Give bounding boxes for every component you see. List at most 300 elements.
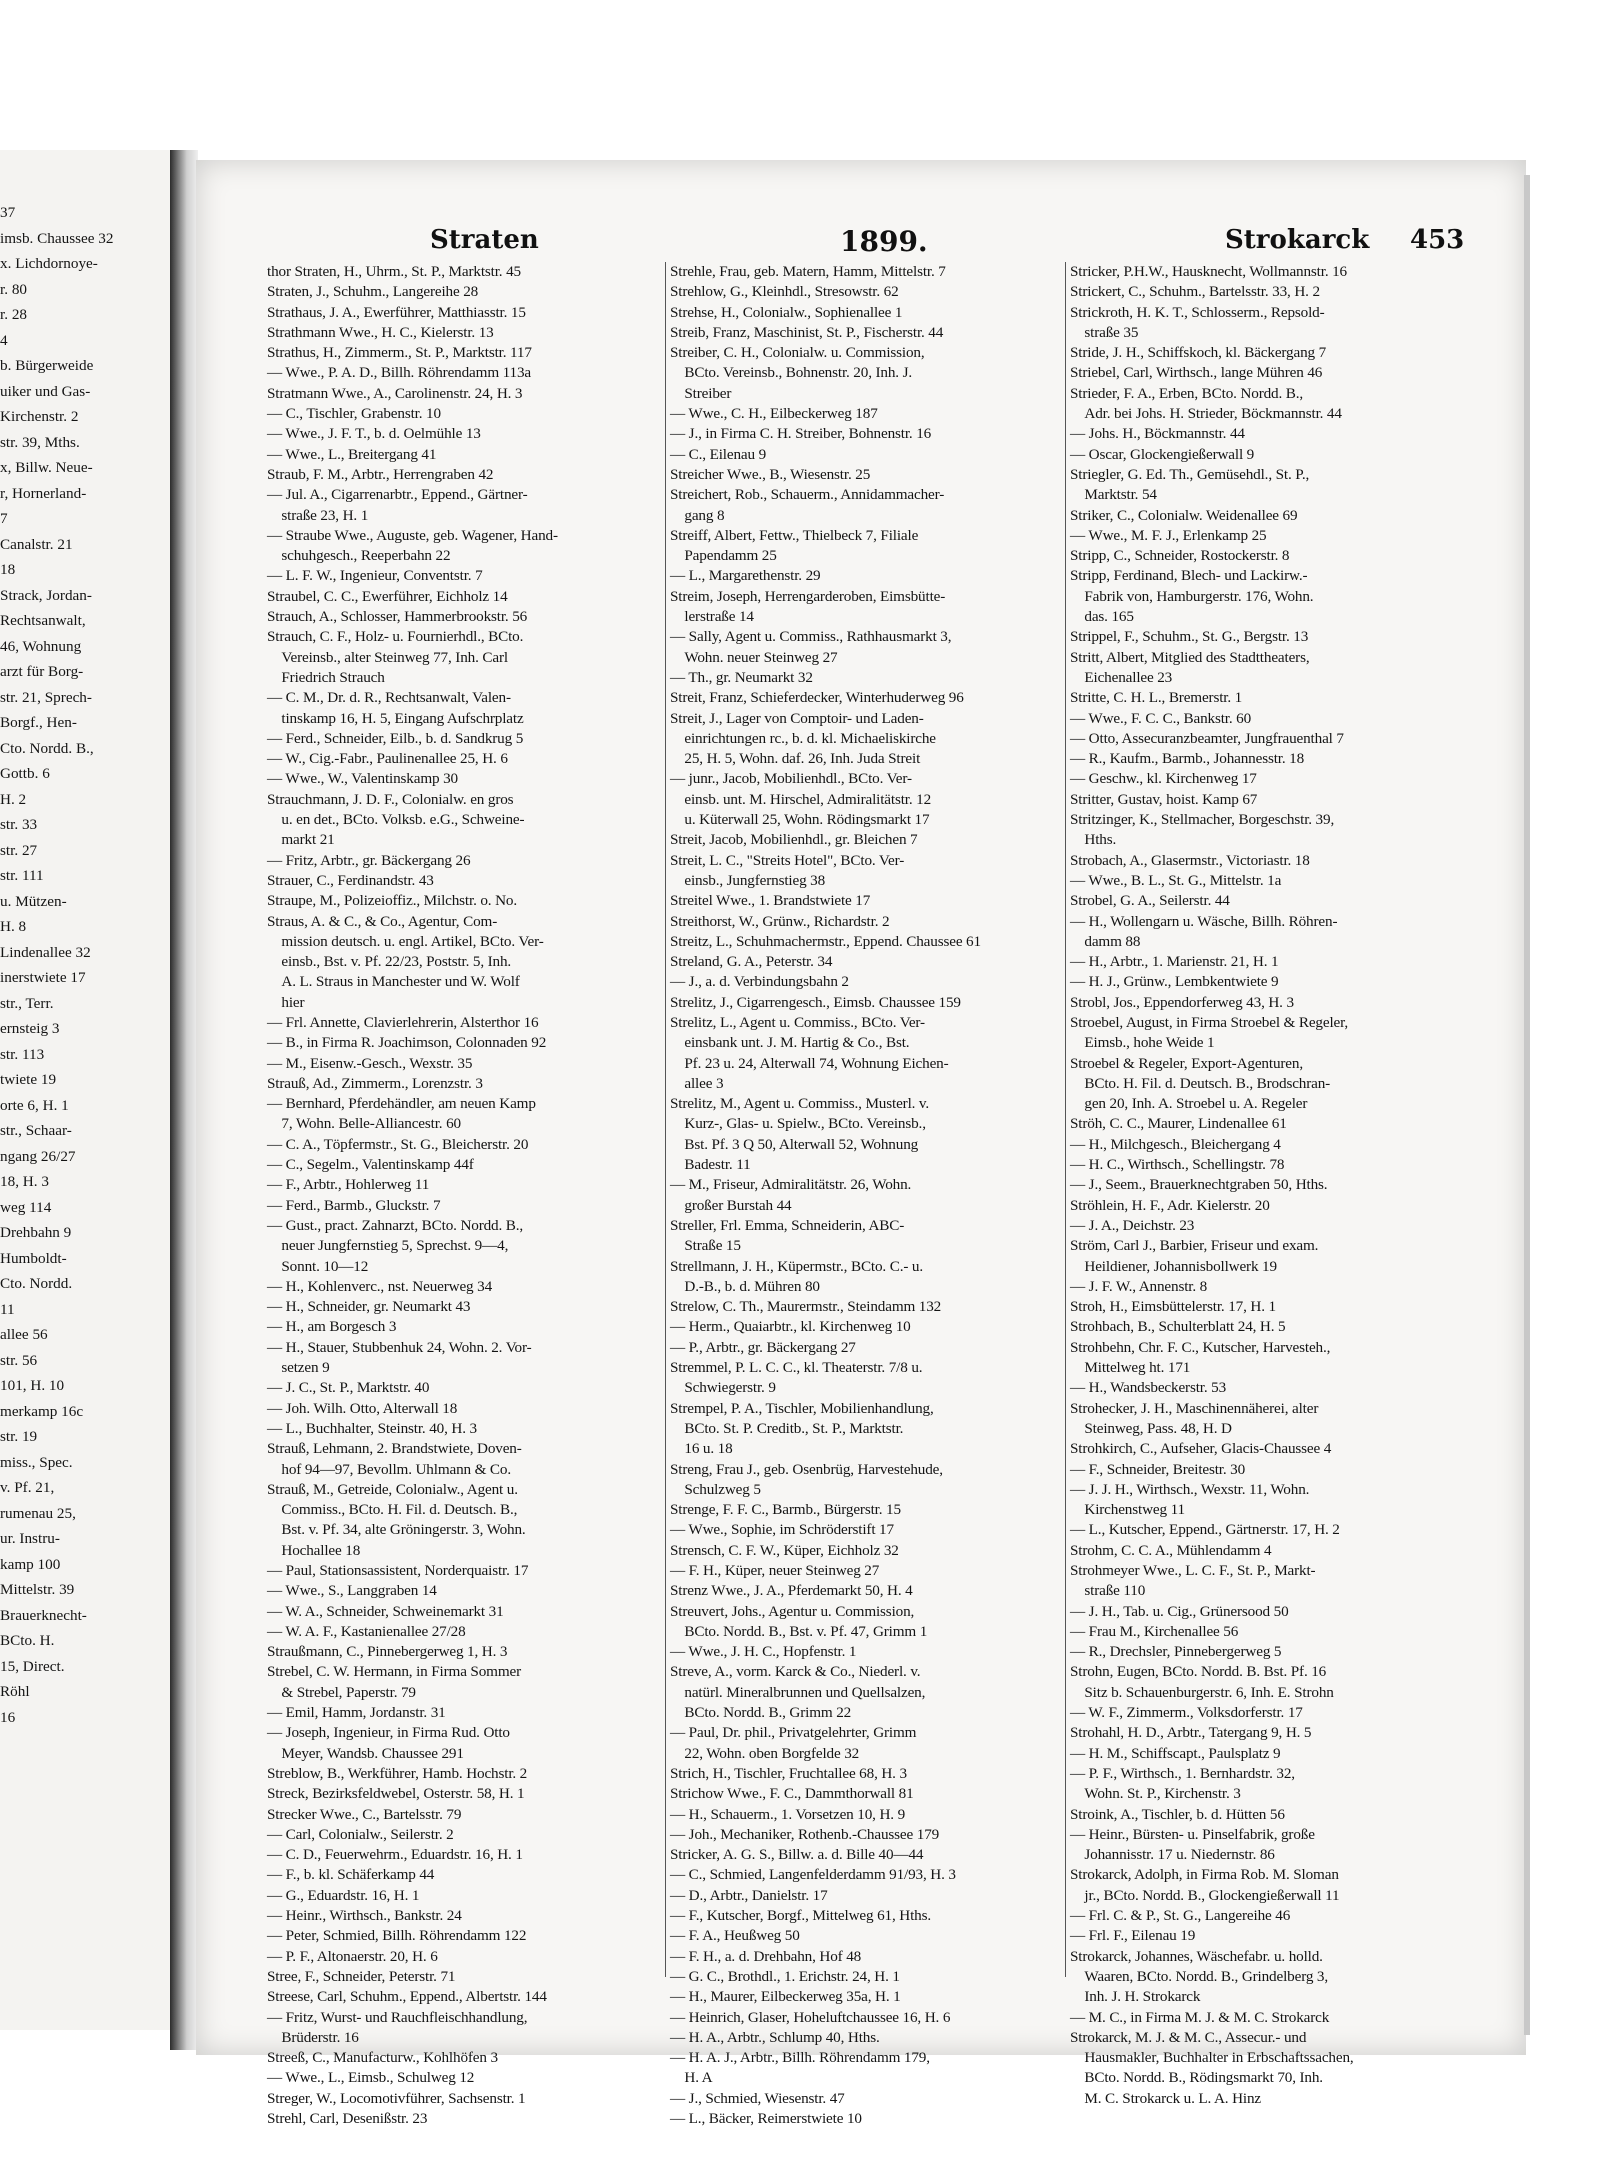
directory-entry-line: — C. A., Töpfermstr., St. G., Bleicherstr. 20 [267,1135,529,1153]
directory-entry-line: Streeß, C., Manufacturw., Kohlhöfen 3 [267,2049,498,2067]
directory-entry-line: — Fritz, Arbtr., gr. Bäckergang 26 [267,851,471,869]
directory-entry-line: Strauß, Lehmann, 2. Brandstwiete, Doven- [267,1440,522,1458]
directory-entry-line: Stree, F., Schneider, Peterstr. 71 [267,1967,456,1985]
directory-entry-line: Marktstr. 54 [1084,486,1157,504]
directory-entry-line: Straten, J., Schuhm., Langereihe 28 [267,283,479,301]
left-page-line: Kirchenstr. 2 [0,408,79,425]
left-page-line: Gottb. 6 [0,765,50,782]
directory-entry-line: Wohn. neuer Steinweg 27 [684,648,838,666]
left-page-line: 16 [0,1708,16,1726]
directory-entry-line: Strauch, C. F., Holz- u. Fournierhdl., BCto. [267,628,524,646]
directory-entry-line: Streit, J., Lager von Comptoir- und Laden- [670,709,924,727]
directory-entry-line: Strohbehn, Chr. F. C., Kutscher, Harvesteh., [1070,1338,1331,1356]
directory-entry-line: Waaren, BCto. Nordd. B., Grindelberg 3, [1084,1967,1329,1985]
directory-entry-line: Strich, H., Tischler, Fruchtallee 68, H. 3 [670,1764,907,1782]
directory-entry-line: Streuvert, Johs., Agentur u. Commission, [670,1602,915,1620]
directory-entry-line: — Wwe., L., Breitergang 41 [267,445,437,463]
directory-entry-line: Streitel Wwe., 1. Brandstwiete 17 [670,892,871,910]
directory-entry-line: — D., Arbtr., Danielstr. 17 [670,1886,828,1904]
directory-entry-line: lerstraße 14 [684,608,754,626]
directory-entry-line: — Joh. Wilh. Otto, Alterwall 18 [267,1399,458,1417]
directory-entry-line: Streller, Frl. Emma, Schneiderin, ABC- [670,1216,905,1234]
left-page-line: x. Lichdornoye- [0,255,98,272]
directory-entry-line: — H., Maurer, Eilbeckerweg 35a, H. 1 [670,1988,901,2006]
left-page-text [0,200,168,1730]
directory-entry-line: — F., b. kl. Schäferkamp 44 [267,1866,435,1884]
left-page-line: str. 56 [0,1351,38,1369]
directory-entry-line: 16 u. 18 [684,1440,733,1458]
directory-entry-line: — Otto, Assecuranzbeamter, Jungfrauenthal 7 [1070,729,1344,747]
directory-entry-line: einrichtungen rc., b. d. kl. Michaeliskirche [684,729,936,747]
directory-entry-line: Strensch, C. F. W., Küper, Eichholz 32 [670,1541,899,1559]
directory-entry-line: Straub, F. M., Arbtr., Herrengraben 42 [267,465,494,483]
left-page-line: H. 2 [0,790,27,808]
left-page-line: Mittelstr. 39 [0,1581,75,1598]
directory-entry-line: — Straube Wwe., Auguste, geb. Wagener, Hand- [267,526,558,544]
directory-entry-line: Streichert, Rob., Schauerm., Annidammacher- [670,486,945,504]
directory-entry-line: Straus, A. & C., & Co., Agentur, Com- [267,912,498,930]
directory-entry-line: D.-B., b. d. Mühren 80 [684,1277,820,1295]
directory-entry-line: — J., a. d. Verbindungsbahn 2 [670,973,849,991]
directory-entry-line: Strauer, C., Ferdinandstr. 43 [267,871,434,889]
directory-entry-line: Fabrik von, Hamburgerstr. 176, Wohn. [1084,587,1314,605]
directory-entry-line: — H., Schneider, gr. Neumarkt 43 [267,1298,471,1316]
directory-entry-line: — C., Eilenau 9 [670,445,767,463]
directory-entry-line: einsb., Jungfernstieg 38 [684,871,826,889]
directory-entry-line: straße 110 [1084,1582,1146,1600]
left-page-line: Röhl [0,1683,30,1700]
directory-entry-line: Streit, Franz, Schieferdecker, Winterhuderweg 96 [670,689,964,707]
directory-entry-line: — L., Bäcker, Reimerstwiete 10 [670,2110,862,2128]
directory-entry-line: — J., in Firma C. H. Streiber, Bohnenstr. 16 [670,425,932,443]
directory-entry-line: Johannisstr. 17 u. Niedernstr. 86 [1084,1846,1275,1864]
directory-entry-line: M. C. Strokarck u. L. A. Hinz [1084,2089,1262,2107]
directory-entry-line: Wohn. St. P., Kirchenstr. 3 [1084,1785,1241,1803]
left-page-line: 11 [0,1300,15,1318]
directory-entry-line: Strellmann, J. H., Küpermstr., BCto. C.- u. [670,1257,923,1275]
left-page-line: str. 27 [0,841,38,859]
directory-entry-line: — Paul, Stationsassistent, Norderquaistr. 17 [267,1562,529,1579]
directory-entry-line: — C., Schmied, Langenfelderdamm 91/93, H. 3 [670,1866,956,1884]
directory-entry-line: BCto. Vereinsb., Bohnenstr. 20, Inh. J. [684,364,912,382]
directory-entry-line: Commiss., BCto. H. Fil. d. Deutsch. B., [281,1501,518,1519]
directory-entry-line: großer Burstah 44 [684,1196,792,1214]
directory-entry-line: — G. C., Brothdl., 1. Erichstr. 24, H. 1 [670,1967,900,1985]
directory-entry-line: Strickroth, H. K. T., Schlosserm., Repsold- [1070,303,1325,321]
directory-entry-line: Heildiener, Johannisbollwerk 19 [1084,1257,1277,1275]
directory-entry-line: Kurz-, Glas- u. Spielw., BCto. Vereinsb., [684,1115,926,1133]
directory-entry-line: — J. J. H., Wirthsch., Wexstr. 11, Wohn. [1070,1480,1310,1498]
book-gutter [170,150,198,2050]
left-page-line: str. 111 [0,867,44,884]
directory-entry-line: — L., Margarethenstr. 29 [670,567,821,585]
directory-entry-line: Hausmakler, Buchhalter in Erbschaftssachen, [1084,2049,1354,2067]
left-page-line: 4 [0,331,8,349]
left-page-line: v. Pf. 21, [0,1479,55,1496]
directory-entry-line: — W. A., Schneider, Schweinemarkt 31 [267,1602,504,1620]
left-page-line: Rechtsanwalt, [0,612,86,629]
directory-entry-line: — G., Eduardstr. 16, H. 1 [267,1886,420,1904]
directory-entry-line: — Oscar, Glockengießerwall 9 [1070,445,1255,463]
left-page-line: ernsteig 3 [0,1020,60,1037]
directory-entry-line: — F. H., Küper, neuer Steinweg 27 [670,1562,880,1579]
directory-entry-line: — H., Wandsbeckerstr. 53 [1070,1379,1227,1397]
directory-entry-line: Adr. bei Johs. H. Strieder, Böckmannstr. 44 [1084,405,1342,423]
left-page-line: Cto. Nordd. [0,1275,73,1292]
directory-entry-line: — W. A. F., Kastanienallee 27/28 [267,1622,466,1640]
page-header [250,225,1465,261]
directory-entry-line: mission deutsch. u. engl. Artikel, BCto. Ver- [281,932,544,950]
directory-entry-line: neuer Jungfernstieg 5, Sprechst. 9—4, [281,1237,509,1255]
page-number: 453 [1410,225,1465,255]
left-page-line: str., Schaar- [0,1122,72,1139]
left-page-line: rumenau 25, [0,1504,76,1522]
left-page-line: BCto. H. [0,1632,55,1649]
directory-entry-line: Stroh, H., Eimsbüttelerstr. 17, H. 1 [1070,1298,1276,1316]
directory-entry-line: Kirchenstweg 11 [1084,1501,1185,1519]
header-year: 1899. [840,225,928,258]
directory-entry-line: — P., Arbtr., gr. Bäckergang 27 [670,1338,856,1356]
directory-entry-line: — H. M., Schiffscapt., Paulsplatz 9 [1070,1744,1281,1762]
directory-entry-line: — J., Schmied, Wiesenstr. 47 [670,2089,845,2107]
directory-entry-line: Strokarck, M. J. & M. C., Assecur.- und [1070,2028,1307,2046]
directory-entry-line: Stride, J. H., Schiffskoch, kl. Bäckergang 7 [1070,344,1327,362]
directory-entry-line: Strehle, Frau, geb. Matern, Hamm, Mittelstr. 7 [670,263,946,280]
directory-entry-line: thor Straten, H., Uhrm., St. P., Marktstr. 45 [267,263,521,280]
directory-entry-line: Strebel, C. W. Hermann, in Firma Sommer [267,1663,521,1681]
directory-entry-line: Striker, C., Colonialw. Weidenallee 69 [1070,506,1298,524]
directory-entry-line: Badestr. 11 [684,1156,751,1174]
left-page-line: str. 21, Sprech- [0,688,92,706]
directory-entry-line: — Ferd., Barmb., Gluckstr. 7 [267,1196,441,1214]
left-page-line: str. 113 [0,1045,45,1063]
directory-entry-line: Strehlow, G., Kleinhdl., Stresowstr. 62 [670,283,899,301]
left-page-line: b. Bürgerweide [0,357,94,374]
directory-entry-line: — Wwe., L., Eimsb., Schulweg 12 [267,2069,475,2087]
left-page-line: x, Billw. Neue- [0,459,93,476]
directory-entry-line: Striegler, G. Ed. Th., Gemüsehdl., St. P., [1070,465,1310,483]
directory-entry-line: Strauchmann, J. D. F., Colonialw. en gros [267,790,514,808]
directory-entry-line: — F. H., a. d. Drehbahn, Hof 48 [670,1947,862,1965]
left-page-line: H. 8 [0,918,27,935]
directory-entry-line: — Wwe., S., Langgraben 14 [267,1582,437,1600]
directory-entry-line: Streicher Wwe., B., Wiesenstr. 25 [670,465,871,483]
directory-entry-line: Straubel, C. C., Ewerführer, Eichholz 14 [267,587,508,605]
directory-entry-line: Strelitz, M., Agent u. Commiss., Musterl. v. [670,1095,930,1113]
directory-entry-line: Strobach, A., Glasermstr., Victoriastr. 18 [1070,851,1310,869]
directory-entry-line: H. A [684,2069,713,2087]
directory-entry-line: Strathus, H., Zimmerm., St. P., Marktstr. 117 [267,344,532,362]
directory-entry-line: Strichow Wwe., F. C., Dammthorwall 81 [670,1785,914,1803]
directory-entry-line: Strauß, M., Getreide, Colonialw., Agent u. [267,1480,518,1498]
left-page-line: str. 19 [0,1428,38,1445]
left-page-line: 18 [0,561,16,578]
directory-entry-line: Streland, G. A., Peterstr. 34 [670,953,833,971]
directory-entry-line: Schwiegerstr. 9 [684,1379,776,1397]
left-page-line: r. 80 [0,280,28,298]
directory-entry-line: Stripp, C., Schneider, Rostockerstr. 8 [1070,547,1290,565]
directory-entry-line: — Wwe., J. H. C., Hopfenstr. 1 [670,1643,857,1661]
directory-entry-line: 7, Wohn. Belle-Alliancestr. 60 [281,1115,461,1133]
directory-entry-line: — Wwe., M. F. J., Erlenkamp 25 [1070,526,1267,544]
directory-entry-line: — H. C., Wirthsch., Schellingstr. 78 [1070,1156,1285,1174]
directory-entry-line: — Paul, Dr. phil., Privatgelehrter, Grimm [670,1724,917,1742]
directory-entry-line: 22, Wohn. oben Borgfelde 32 [684,1744,860,1762]
directory-entry-line: — F., Schneider, Breitestr. 30 [1070,1460,1246,1478]
directory-entry-line: Strohahl, H. D., Arbtr., Tatergang 9, H. 5 [1070,1724,1312,1742]
directory-entry-line: Striebel, Carl, Wirthsch., lange Mühren 46 [1070,364,1323,382]
directory-entry-line: — J. H., Tab. u. Cig., Grünersood 50 [1070,1602,1289,1620]
directory-entry-line: Vereinsb., alter Steinweg 77, Inh. Carl [281,648,508,666]
directory-entry-line: Strauch, A., Schlosser, Hammerbrookstr. 56 [267,608,528,626]
directory-entry-line: — B., in Firma R. Joachimson, Colonnaden 92 [267,1034,547,1052]
left-page-line: 46, Wohnung [0,637,82,655]
directory-entry-line: Streib, Franz, Maschinist, St. P., Fischerstr. 44 [670,323,944,341]
directory-entry-line: Straße 15 [684,1237,741,1255]
directory-entry-line: Stritzinger, K., Stellmacher, Borgeschstr. 39, [1070,811,1335,829]
directory-entry-line: 25, H. 5, Wohn. daf. 26, Inh. Juda Streit [684,750,921,768]
directory-entry-line: — M., Friseur, Admiralitätstr. 26, Wohn. [670,1176,912,1194]
directory-entry-line: — Carl, Colonialw., Seilerstr. 2 [267,1825,454,1843]
directory-entry-line: damm 88 [1084,932,1141,950]
directory-entry-line: — J. C., St. P., Marktstr. 40 [267,1379,430,1397]
directory-entry-line: — Heinr., Wirthsch., Bankstr. 24 [267,1907,462,1925]
directory-entry-line: Inh. J. H. Strokarck [1084,1988,1201,2006]
directory-entry-line: — H., Arbtr., 1. Marienstr. 21, H. 1 [1070,953,1279,971]
left-page-line: Drehbahn 9 [0,1224,72,1241]
directory-entry-line: Strecker Wwe., C., Bartelsstr. 79 [267,1805,462,1823]
directory-entry-line: — Wwe., W., Valentinskamp 30 [267,770,458,788]
directory-entry-line: — Heinr., Bürsten- u. Pinselfabrik, große [1070,1825,1315,1843]
directory-entry-line: u. Küterwall 25, Wohn. Rödingsmarkt 17 [684,811,930,829]
left-page-line: miss., Spec. [0,1453,73,1471]
directory-entry-line: — H. A. J., Arbtr., Billh. Röhrendamm 179, [670,2049,930,2067]
directory-entry-line: — Wwe., C. H., Eilbeckerweg 187 [670,405,878,423]
directory-entry-line: Strehl, Carl, Desenißstr. 23 [267,2110,428,2128]
left-page-line: ur. Instru- [0,1530,60,1547]
directory-entry-line: — Emil, Hamm, Jordanstr. 31 [267,1704,446,1722]
directory-entry-line: Hochallee 18 [281,1541,361,1559]
left-page-line: Cto. Nordd. B., [0,739,94,757]
directory-entry-line: — W., Cig.-Fabr., Paulinenallee 25, H. 6 [267,750,508,768]
header-right-word: Strokarck [1225,225,1370,255]
directory-entry-line: Papendamm 25 [684,547,777,565]
column-divider [665,262,666,1977]
directory-entry-line: natürl. Mineralbrunnen und Quellsalzen, [684,1683,926,1701]
left-page-line: arzt für Borg- [0,663,84,680]
directory-entry-line: Strickert, C., Schuhm., Bartelsstr. 33, H. 2 [1070,283,1320,301]
left-page-line: Strack, Jordan- [0,586,92,604]
directory-entry-line: Streiber [684,384,732,402]
left-page-line: Borgf., Hen- [0,714,77,731]
directory-entry-line: — P. F., Altonaerstr. 20, H. 6 [267,1947,438,1965]
directory-entry-line: Stroink, A., Tischler, b. d. Hütten 56 [1070,1805,1285,1823]
directory-entry-line: — H., Schauerm., 1. Vorsetzen 10, H. 9 [670,1805,906,1823]
directory-entry-line: — Peter, Schmied, Billh. Röhrendamm 122 [267,1927,527,1945]
directory-entry-line: tinskamp 16, H. 5, Eingang Aufschrplatz [281,709,524,727]
directory-entry-line: Streese, Carl, Schuhm., Eppend., Albertstr. 144 [267,1988,547,2006]
directory-entry-line: Sitz b. Schauenburgerstr. 6, Inh. E. Strohn [1084,1683,1334,1701]
directory-entry-line: Mittelweg ht. 171 [1084,1359,1191,1377]
column-divider [1065,262,1066,1977]
directory-entry-line: — Joh., Mechaniker, Rothenb.-Chaussee 179 [670,1825,940,1843]
directory-entry-line: Stroebel & Regeler, Export-Agenturen, [1070,1054,1303,1072]
directory-entry-line: Eimsb., hohe Weide 1 [1084,1034,1215,1052]
directory-entry-line: Streit, L. C., "Streits Hotel", BCto. Ver- [670,851,905,869]
directory-entry-line: — J., Seem., Brauerknechtgraben 50, Hths. [1070,1176,1328,1194]
directory-entry-line: — Frl. Annette, Clavierlehrerin, Alsterthor 16 [267,1013,539,1031]
directory-entry-line: Streger, W., Locomotivführer, Sachsenstr. 1 [267,2089,526,2107]
directory-entry-line: — J. A., Deichstr. 23 [1070,1216,1195,1234]
left-page-line: ngang 26/27 [0,1147,76,1165]
directory-entry-line: Stripp, Ferdinand, Blech- und Lackirw.- [1070,567,1308,585]
left-page-line: weg 114 [0,1198,52,1216]
directory-entry-line: — P. F., Wirthsch., 1. Bernhardstr. 32, [1070,1764,1295,1782]
directory-entry-line: — F. A., Heußweg 50 [670,1927,800,1945]
directory-entry-line: markt 21 [281,831,335,849]
left-page-line: imsb. Chaussee 32 [0,229,114,247]
directory-entry-line: — H., am Borgesch 3 [267,1318,397,1336]
directory-entry-line: — C. D., Feuerwehrm., Eduardstr. 16, H. 1 [267,1846,523,1864]
directory-entry-line: — H., Wollengarn u. Wäsche, Billh. Röhren- [1070,912,1338,930]
left-page-line: merkamp 16c [0,1402,84,1420]
directory-entry-line: A. L. Straus in Manchester und W. Wolf [281,973,520,991]
directory-entry-line: Strohmeyer Wwe., L. C. F., St. P., Markt- [1070,1562,1316,1579]
directory-entry-line: Streit, Jacob, Mobilienhdl., gr. Bleichen 7 [670,831,918,849]
directory-entry-line: allee 3 [684,1074,724,1092]
directory-entry-line: — L. F. W., Ingenieur, Conventstr. 7 [267,567,483,585]
directory-entry-line: — R., Kaufm., Barmb., Johannesstr. 18 [1070,750,1305,768]
directory-entry-line: Strohbach, B., Schulterblatt 24, H. 5 [1070,1318,1286,1336]
directory-entry-line: — W. F., Zimmerm., Volksdorferstr. 17 [1070,1704,1303,1722]
directory-entry-line: Strenge, F. F. C., Barmb., Bürgerstr. 15 [670,1501,901,1519]
directory-entry-line: — Jul. A., Cigarrenarbtr., Eppend., Gärtner- [267,486,528,504]
left-page-line: 18, H. 3 [0,1173,49,1190]
directory-entry-line: Strenz Wwe., J. A., Pferdemarkt 50, H. 4 [670,1582,913,1600]
directory-entry-line: jr., BCto. Nordd. B., Glockengießerwall 11 [1084,1886,1340,1904]
left-page-line: uiker und Gas- [0,382,91,400]
directory-entry-line: hier [281,993,305,1011]
directory-entry-line: einsbank unt. J. M. Hartig & Co., Bst. [684,1034,910,1052]
directory-entry-line: — C. M., Dr. d. R., Rechtsanwalt, Valen- [267,689,511,707]
directory-entry-line: Stratmann Wwe., A., Carolinenstr. 24, H. 3 [267,384,523,402]
directory-entry-line: Eichenallee 23 [1084,668,1173,686]
directory-entry-line: — Wwe., J. F. T., b. d. Oelmühle 13 [267,425,481,443]
directory-entry-line: — Wwe., Sophie, im Schröderstift 17 [670,1521,894,1539]
directory-column-1 [267,262,659,2128]
directory-entry-line: — R., Drechsler, Pinnebergerweg 5 [1070,1643,1282,1661]
directory-entry-line: Strelow, C. Th., Maurermstr., Steindamm 132 [670,1298,942,1316]
directory-entry-line: Ströh, C. C., Maurer, Lindenallee 61 [1070,1115,1287,1133]
left-page-line: Humboldt- [0,1249,67,1267]
directory-entry-line: Strathmann Wwe., H. C., Kielerstr. 13 [267,323,494,341]
directory-entry-line: schuhgesch., Reeperbahn 22 [281,547,451,565]
left-page-line: 37 [0,204,16,221]
directory-entry-line: Strathaus, J. A., Ewerführer, Matthiasstr. 15 [267,303,526,321]
directory-entry-line: Strieder, F. A., Erben, BCto. Nordd. B., [1070,384,1304,402]
directory-entry-line: — Fritz, Wurst- und Rauchfleischhandlung, [267,2008,528,2026]
directory-entry-line: Bst. v. Pf. 34, alte Gröningerstr. 3, Wohn. [281,1521,526,1539]
left-page-line: u. Mützen- [0,892,67,910]
directory-entry-line: — Johs. H., Böckmannstr. 44 [1070,425,1245,443]
directory-column-3 [1070,262,1465,2107]
directory-entry-line: Pf. 23 u. 24, Alterwall 74, Wohnung Eichen- [684,1054,949,1072]
left-page-line: r. 28 [0,306,28,323]
left-page-line: allee 56 [0,1326,48,1343]
directory-entry-line: Hths. [1084,831,1117,849]
directory-entry-line: Strohn, Eugen, BCto. Nordd. B. Bst. Pf. 16 [1070,1663,1327,1681]
directory-entry-line: Bst. Pf. 3 Q 50, Alterwall 52, Wohnung [684,1135,919,1153]
directory-entry-line: einsb. unt. M. Hirschel, Admiralitätstr. 12 [684,790,932,808]
directory-entry-line: Ströhlein, H. F., Adr. Kielerstr. 20 [1070,1196,1270,1214]
directory-entry-line: straße 35 [1084,323,1139,341]
directory-entry-line: — Th., gr. Neumarkt 32 [670,668,813,686]
directory-entry-line: — Herm., Quaiarbtr., kl. Kirchenweg 10 [670,1318,911,1336]
directory-entry-line: — M. C., in Firma M. J. & M. C. Strokarck [1070,2008,1330,2026]
directory-entry-line: Sonnt. 10—12 [281,1257,369,1275]
directory-entry-line: setzen 9 [281,1359,330,1377]
page-edge [1524,175,1530,2035]
left-page-line: str. 39, Mths. [0,433,80,451]
directory-entry-line: BCto. H. Fil. d. Deutsch. B., Brodschran- [1084,1074,1331,1092]
directory-column-2 [670,262,1062,2128]
directory-entry-line: — H., Kohlenverc., nst. Neuerweg 34 [267,1277,493,1295]
directory-entry-line: BCto. Nordd. B., Rödingsmarkt 70, Inh. [1084,2069,1323,2087]
directory-entry-line: gen 20, Inh. A. Stroebel u. A. Regeler [1084,1095,1308,1113]
directory-entry-line: Stroebel, August, in Firma Stroebel & Regeler, [1070,1013,1349,1031]
directory-entry-line: Strohecker, J. H., Maschinennäherei, alter [1070,1399,1319,1417]
directory-entry-line: BCto. Nordd. B., Bst. v. Pf. 47, Grimm 1 [684,1622,928,1640]
directory-entry-line: — Heinrich, Glaser, Hoheluftchaussee 16, H. 6 [670,2008,951,2026]
left-page-line: twiete 19 [0,1071,57,1088]
directory-entry-line: — Frau M., Kirchenallee 56 [1070,1622,1239,1640]
left-page-line: 101, H. 10 [0,1377,65,1394]
directory-entry-line: einsb., Bst. v. Pf. 22/23, Poststr. 5, Inh. [281,953,512,971]
header-left-word: Straten [430,225,539,255]
directory-entry-line: — Gust., pract. Zahnarzt, BCto. Nordd. B., [267,1216,524,1234]
left-page-line: r, Hornerland- [0,484,87,502]
directory-entry-line: Strauß, Ad., Zimmerm., Lorenzstr. 3 [267,1074,483,1092]
directory-entry-line: Streitz, L., Schuhmachermstr., Eppend. Chaussee 61 [670,932,981,950]
directory-entry-line: — L., Kutscher, Eppend., Gärtnerstr. 17, H. 2 [1070,1521,1340,1539]
directory-entry-line: — H. A., Arbtr., Schlump 40, Hths. [670,2028,880,2046]
directory-entry-line: — Frl. F., Eilenau 19 [1070,1927,1196,1945]
directory-entry-line: Strelitz, J., Cigarrengesch., Eimsb. Chaussee 159 [670,993,961,1011]
directory-entry-line: Streck, Bezirksfeldwebel, Osterstr. 58, H. 1 [267,1785,525,1803]
directory-entry-line: — H., Milchgesch., Bleichergang 4 [1070,1135,1281,1153]
left-page-line: str. 33 [0,816,38,833]
directory-entry-line: Stremmel, P. L. C. C., kl. Theaterstr. 7/8 u. [670,1359,923,1377]
directory-entry-line: — L., Buchhalter, Steinstr. 40, H. 3 [267,1419,477,1437]
directory-entry-line: hof 94—97, Bevollm. Uhlmann & Co. [281,1460,511,1478]
directory-entry-line: — Sally, Agent u. Commiss., Rathhausmarkt 3, [670,628,952,646]
directory-entry-line: Strempel, P. A., Tischler, Mobilienhandlung, [670,1399,934,1417]
left-page-line: 15, Direct. [0,1657,65,1675]
directory-entry-line: u. en det., BCto. Volksb. e.G., Schweine- [281,811,525,829]
directory-entry-line: Steinweg, Pass. 48, H. D [1084,1419,1232,1437]
directory-entry-line: Strokarck, Adolph, in Firma Rob. M. Sloman [1070,1866,1339,1884]
directory-entry-line: Streim, Joseph, Herrengarderoben, Eimsbütte- [670,587,946,605]
directory-entry-line: — Bernhard, Pferdehändler, am neuen Kamp [267,1095,536,1113]
directory-entry-line: das. 165 [1084,608,1134,626]
directory-entry-line: Strobel, G. A., Seilerstr. 44 [1070,892,1230,910]
directory-entry-line: Brüderstr. 16 [281,2028,359,2046]
directory-entry-line: Stritte, C. H. L., Bremerstr. 1 [1070,689,1243,707]
directory-entry-line: — F., Kutscher, Borgf., Mittelweg 61, Hths. [670,1907,932,1925]
directory-entry-line: Strobl, Jos., Eppendorferweg 43, H. 3 [1070,993,1294,1011]
left-page-line: inerstwiete 17 [0,969,86,986]
directory-entry-line: — C., Segelm., Valentinskamp 44f [267,1156,474,1174]
